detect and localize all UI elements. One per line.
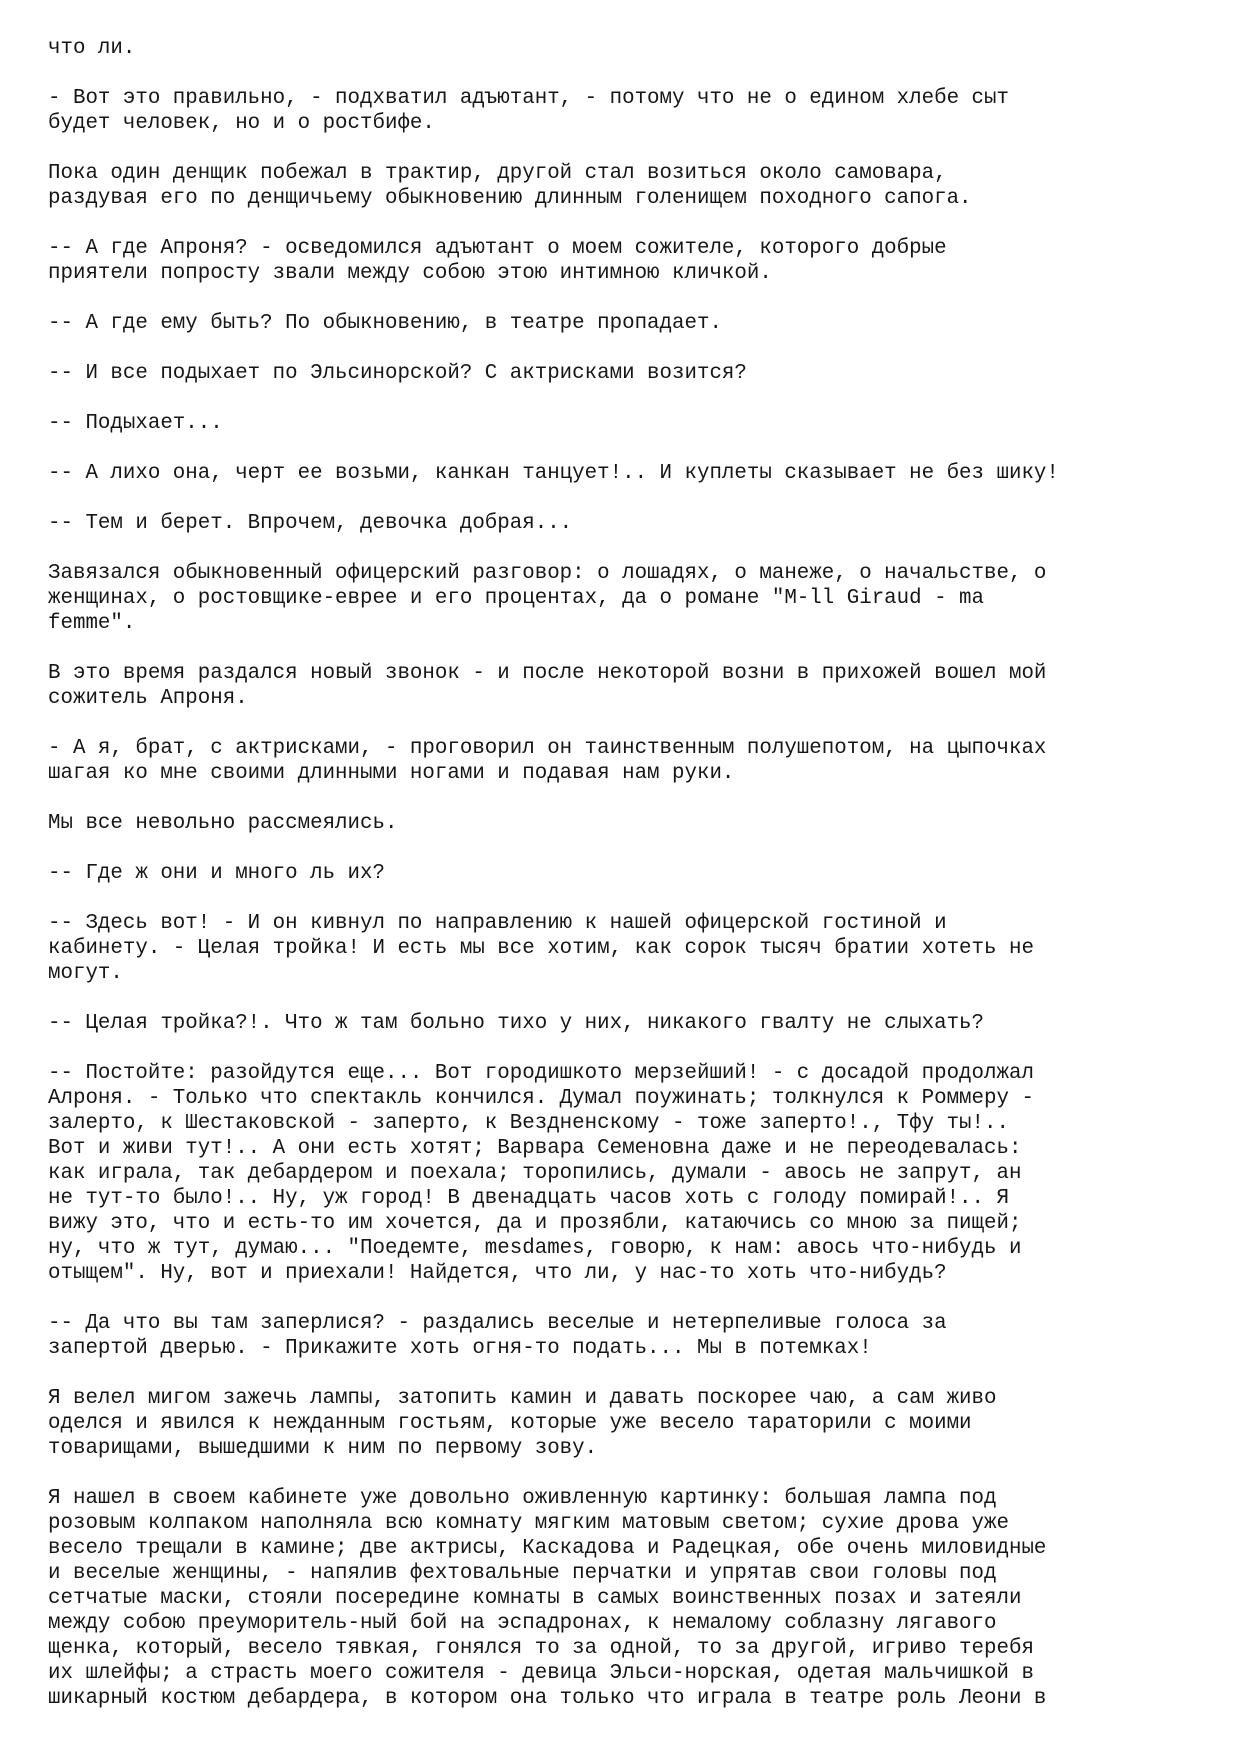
text-line: вижу это, что и есть-то им хочется, да и прозябли, катаючись со мною за пищей; [48, 1212, 1022, 1235]
text-line: -- Тем и берет. Впрочем, девочка добрая... [48, 512, 573, 535]
text-line: -- И все подыхает по Эльсинорской? С актрисками возится? [48, 362, 747, 385]
text-line: -- Где ж они и много ль их? [48, 862, 385, 885]
text-line: -- Здесь вот! - И он кивнул по направлению к нашей офицерской гостиной и [48, 912, 947, 935]
paragraph [48, 361, 1212, 386]
text-line: залерто, к Шестаковской - заперто, к Вездненскому - тоже заперто!., Тфу ты!.. [48, 1112, 1009, 1135]
text-line: -- А где Апроня? - осведомился адъютант о моем сожителе, которого добрые [48, 237, 947, 260]
paragraph [48, 461, 1212, 486]
text-line: кабинету. - Целая тройка! И есть мы все хотим, как сорок тысяч братии хотеть не [48, 937, 1034, 960]
text-line: розовым колпаком наполняла всю комнату мягким матовым светом; сухие дрова уже [48, 1512, 1009, 1535]
text-line: Алроня. - Только что спектакль кончился. Думал поужинать; толкнулся к Роммеру - [48, 1087, 1034, 1110]
text-line: раздувая его по денщичьему обыкновению длинным голенищем походного сапога. [48, 187, 972, 210]
text-line: сетчатые маски, стояли посередине комнаты в самых воинственных позах и затеяли [48, 1587, 1022, 1610]
text-line: могут. [48, 962, 123, 985]
text-line: будет человек, но и о ростбифе. [48, 112, 435, 135]
paragraph [48, 1311, 1212, 1361]
text-line: -- А где ему быть? По обыкновению, в театре пропадает. [48, 312, 722, 335]
text-line: и веселые женщины, - напялив фехтовальные перчатки и упрятав свои головы под [48, 1562, 997, 1585]
text-line: приятели попросту звали между собою этою интимною кличкой. [48, 262, 772, 285]
text-line: не тут-то было!.. Ну, уж город! В двенадцать часов хоть с голоду помирай!.. Я [48, 1187, 1009, 1210]
paragraph [48, 236, 1212, 286]
paragraph [48, 86, 1212, 136]
text-line: В это время раздался новый звонок - и после некоторой возни в прихожей вошел мой [48, 662, 1047, 685]
text-line: Я нашел в своем кабинете уже довольно оживленную картинку: большая лампа под [48, 1487, 997, 1510]
text-line: запертой дверью. - Прикажите хоть огня-то подать... Мы в потемках! [48, 1337, 872, 1360]
paragraph [48, 1386, 1212, 1461]
paragraph [48, 36, 1212, 61]
paragraph [48, 161, 1212, 211]
text-line: весело трещали в камине; две актрисы, Каскадова и Радецкая, обе очень миловидные [48, 1537, 1047, 1560]
paragraph [48, 511, 1212, 536]
text-line: Пока один денщик побежал в трактир, другой стал возиться около самовара, [48, 162, 947, 185]
paragraph [48, 561, 1212, 636]
text-line: -- Целая тройка?!. Что ж там больно тихо у них, никакого гвалту не слыхать? [48, 1012, 985, 1035]
text-line: женщинах, о ростовщике-еврее и его процентах, да о романе "M-ll Giraud - ma [48, 587, 985, 610]
document-text [48, 36, 1212, 1711]
paragraph [48, 1011, 1212, 1036]
paragraph [48, 311, 1212, 336]
text-line: -- А лихо она, черт ее возьми, канкан танцует!.. И куплеты сказывает не без шику! [48, 462, 1059, 485]
text-line: -- Да что вы там заперлися? - раздались веселые и нетерпеливые голоса за [48, 1312, 947, 1335]
text-line: между собою преуморитель-ный бой на эспадронах, к немалому соблазну лягавого [48, 1612, 997, 1635]
paragraph [48, 861, 1212, 886]
paragraph [48, 661, 1212, 711]
paragraph [48, 1061, 1212, 1286]
paragraph [48, 911, 1212, 986]
text-line: оделся и явился к нежданным гостьям, которые уже весело тараторили с моими [48, 1412, 972, 1435]
text-line: - Вот это правильно, - подхватил адъютант, - потому что не о едином хлебе сыт [48, 87, 1009, 110]
paragraph [48, 811, 1212, 836]
text-line: как играла, так дебардером и поехала; торопились, думали - авось не запрут, ан [48, 1162, 1022, 1185]
text-line: - А я, брат, с актрисками, - проговорил он таинственным полушепотом, на цыпочках [48, 737, 1047, 760]
text-line: отыщем". Ну, вот и приехали! Найдется, что ли, у нас-то хоть что-нибудь? [48, 1262, 947, 1285]
text-line: шикарный костюм дебардера, в котором она только что играла в театре роль Леони в [48, 1687, 1047, 1710]
text-line: товарищами, вышедшими к ним по первому зову. [48, 1437, 598, 1460]
paragraph [48, 736, 1212, 786]
text-line: щенка, который, весело тявкая, гонялся то за одной, то за другой, игриво теребя [48, 1637, 1034, 1660]
paragraph [48, 1486, 1212, 1711]
text-line: что ли. [48, 37, 136, 60]
text-line: Я велел мигом зажечь лампы, затопить камин и давать поскорее чаю, а сам живо [48, 1387, 997, 1410]
text-line: Завязался обыкновенный офицерский разговор: о лошадях, о манеже, о начальстве, о [48, 562, 1047, 585]
text-line: -- Постойте: разойдутся еще... Вот городишкото мерзейший! - с досадой продолжал [48, 1062, 1034, 1085]
text-line: femme". [48, 612, 136, 635]
paragraph [48, 411, 1212, 436]
text-line: Мы все невольно рассмеялись. [48, 812, 398, 835]
text-line: сожитель Апроня. [48, 687, 248, 710]
text-line: их шлейфы; а страсть моего сожителя - девица Эльси-норская, одетая мальчишкой в [48, 1662, 1034, 1685]
text-line: Вот и живи тут!.. А они есть хотят; Варвара Семеновна даже и не переодевалась: [48, 1137, 1022, 1160]
text-line: шагая ко мне своими длинными ногами и подавая нам руки. [48, 762, 735, 785]
text-line: ну, что ж тут, думаю... "Поедемте, mesdames, говорю, к нам: авось что-нибудь и [48, 1237, 1022, 1260]
text-line: -- Подыхает... [48, 412, 223, 435]
